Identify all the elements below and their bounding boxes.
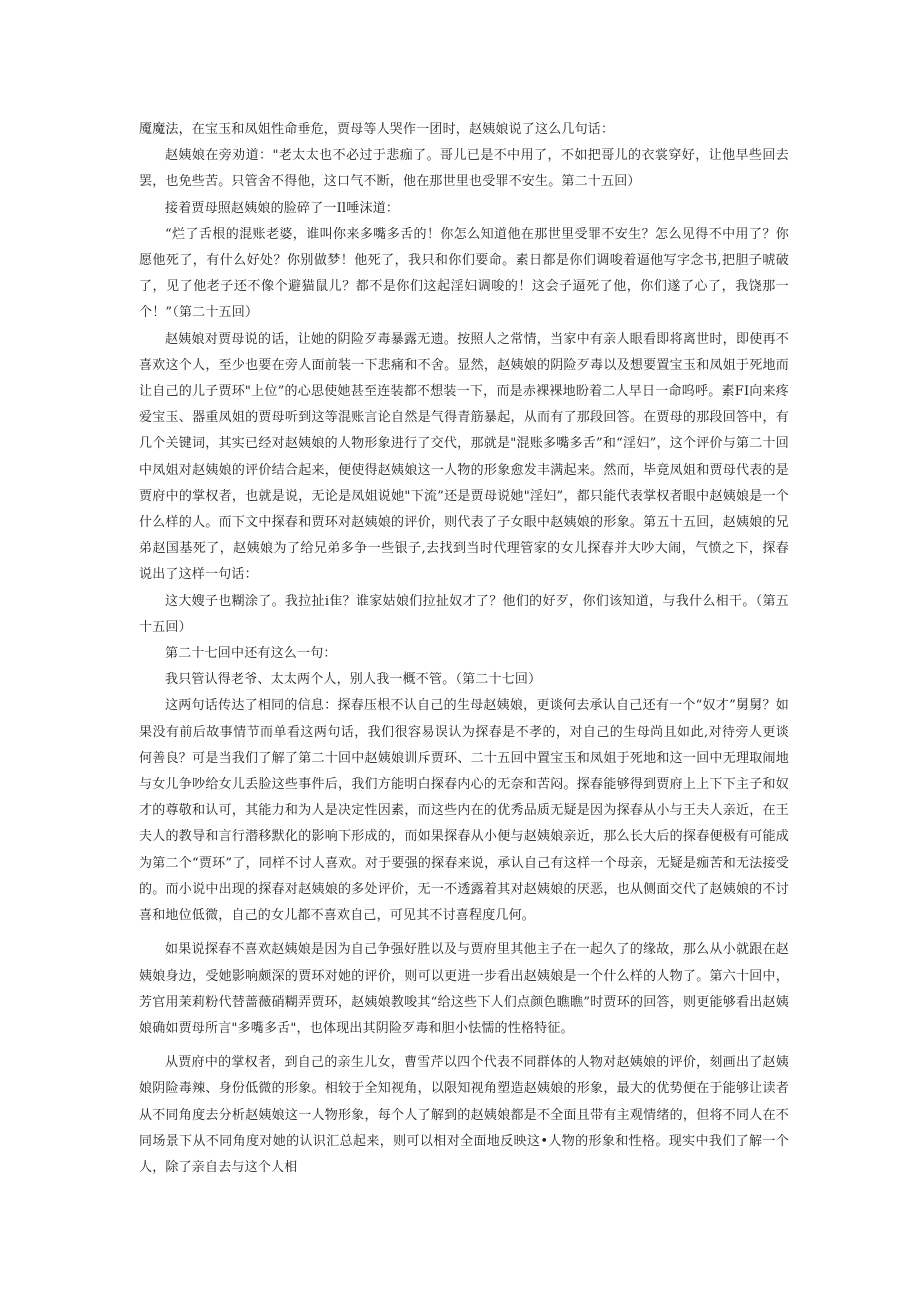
paragraph-11: 从贾府中的掌权者，到自己的亲生儿女，曹雪芹以四个代表不同群体的人物对赵姨娘的评价，刻画出了赵姨娘阴险毒辣、身份低微的形象。相较于全知视角，以限知视角塑造赵姨娘的形象，最大的优势便在于能够让读者从不同角度去分析赵姨娘这一人物形象，每个人了解到的赵姨娘都是不全面且带有主观情绪的，但将不同人在不同场景下从不同角度对她的认识汇总起来，则可以相对全面地反映这•人物的形象和性格。现实中我们了解一个人，除了亲自去与这个人相 <box>139 1055 789 1175</box>
body-text <box>139 117 789 1181</box>
paragraph-9: 这两句话传达了相同的信息：探春压根不认自己的生母赵姨娘，更谈何去承认自己还有一个“奴才”舅舅？如果没有前后故事情节而单看这两句话，我们很容易误认为探春是不孝的，对自己的生母尚且如此,对待旁人更谈何善良？可是当我们了解了第二十回中赵姨娘训斥贾环、二十五回中置宝玉和凤姐于死地和这一回中无理取闹地与女儿争吵给女儿丢脸这些事件后，我们方能明白探春内心的无奈和苦闷。探春能够得到贾府上上下下主子和奴才的尊敬和认可，其能力和为人是决定性因素，而这些内在的优秀品质无疑是因为探春从小与王夫人亲近，在王夫人的教导和言行潜移默化的影响下形成的，而如果探春从小便与赵姨娘亲近，那么长大后的探春便极有可能成为第二个“贾环”了，同样不讨人喜欢。对于要强的探春来说，承认自己有这样一个母亲，无疑是痂苦和无法接受的。而小说中出现的探春对赵姨娘的多处评价，无一不透露着其对赵姨娘的厌恶，也从侧面交代了赵姨娘的不讨喜和地位低微，自己的女儿都不喜欢自己，可见其不讨喜程度几何。 <box>139 698 789 924</box>
paragraph-1: 魇魔法，在宝玉和凤姐性命垂危，贾母等人哭作一团时，赵姨娘说了这么几句话： <box>139 122 615 137</box>
quote-paragraph: “烂了舌根的混账老婆，谁叫你来多嘴多舌的！你怎么知道他在那世里受罪不安生？怎么见得不中用了？你愿他死了，有什么好处？你别做梦！他死了，我只和你们要命。素日都是你们调唆着逼他写字念书,把胆子唬破了，见了他老子还不像个避猫鼠儿？都不是你们这起淫妇调唆的！这会子逼死了他，你们遂了心了，我饶那一个！”（第二十五回） <box>139 226 789 321</box>
quote-paragraph-3: 我只管认得老爷、太太两个人，别人我一概不管。（第二十七回） <box>165 672 542 688</box>
paragraph-10: 如果说探春不喜欢赵姨娘是因为自己争强好胜以及与贾府里其他主子在一起久了的缘故，那么从小就跟在赵姨娘身边，受她影响颇深的贾环对她的评价，则可以更进一步看出赵姨娘是一个什么样的人物了。第六十回中，芳官用茉莉粉代替蔷薇硝糊弄贾环，赵姨娘教唆其“给这些下人们点颜色瞧瞧”时贾环的回答，则更能够看出赵姨娘确如贾母所言"多嘴多舌"，也体现出其阴险歹毒和胆小怯懦的性格特征。 <box>139 942 789 1036</box>
paragraph-5: 赵姨娘对贾母说的话，让她的阴险歹毒暴露无遗。按照人之常情，当家中有亲人眼看即将离世时，即使再不喜欢这个人，至少也要在旁人面前装一下悲痛和不舍。显然，赵姨娘的阴险歹毒以及想要置宝玉和凤姐于死地而让自己的儿子贾环"上位”的心思使她甚至连装都不想装一下，而是赤裸裸地盼着二人早日一命呜呼。素FI向来疼爱宝玉、器重凤姐的贾母听到这等混账言论自然是气得青筋暴起，从而有了那段回答。在贾母的那段回答中，有几个关键词，其实已经对赵姨娘的人物形象进行了交代，那就是"混账多嘴多舌”和“淫妇”，这个评价与第二十回中凤姐对赵姨娘的评价结合起来，便使得赵姨娘这一人物的形象愈发丰满起来。然而，毕竟凤姐和贾母代表的是贾府中的掌权者，也就是说，无论是凤姐说她"下流”还是贾母说她"淫妇”，都只能代表掌权者眼中赵姨娘是一个什么样的人。而下文中探春和贾环对赵姨娘的评价，则代表了子女眼中赵姨娘的形象。第五十五回，赵姨娘的兄弟赵国基死了，赵姨娘为了给兄弟多争一些银子,去找到当时代理管家的女儿探春并大吵大闹，气愤之下，探春说出了这样一句话： <box>139 331 789 583</box>
paragraph-7: 第二十七回中还有这么一句： <box>165 646 337 662</box>
paragraph-3: 接着贾母照赵姨娘的脸碎了一Il唾沫道： <box>165 200 400 216</box>
paragraph-2: 赵姨娘在旁劝道："老太太也不必过于悲痂了。哥儿已是不中用了，不如把哥儿的衣裳穿好，让他早些回去罢，也免些苦。只管舍不得他，这口气不断，他在那世里也受罪不安生。第二十五回） <box>139 148 789 190</box>
quote-paragraph-2: 这大嫂子也糊涂了。我拉扯i隹？谁家姑娘们拉扯奴才了？他们的好歹，你们该知道，与我什么相干。（第五十五回） <box>139 593 789 635</box>
